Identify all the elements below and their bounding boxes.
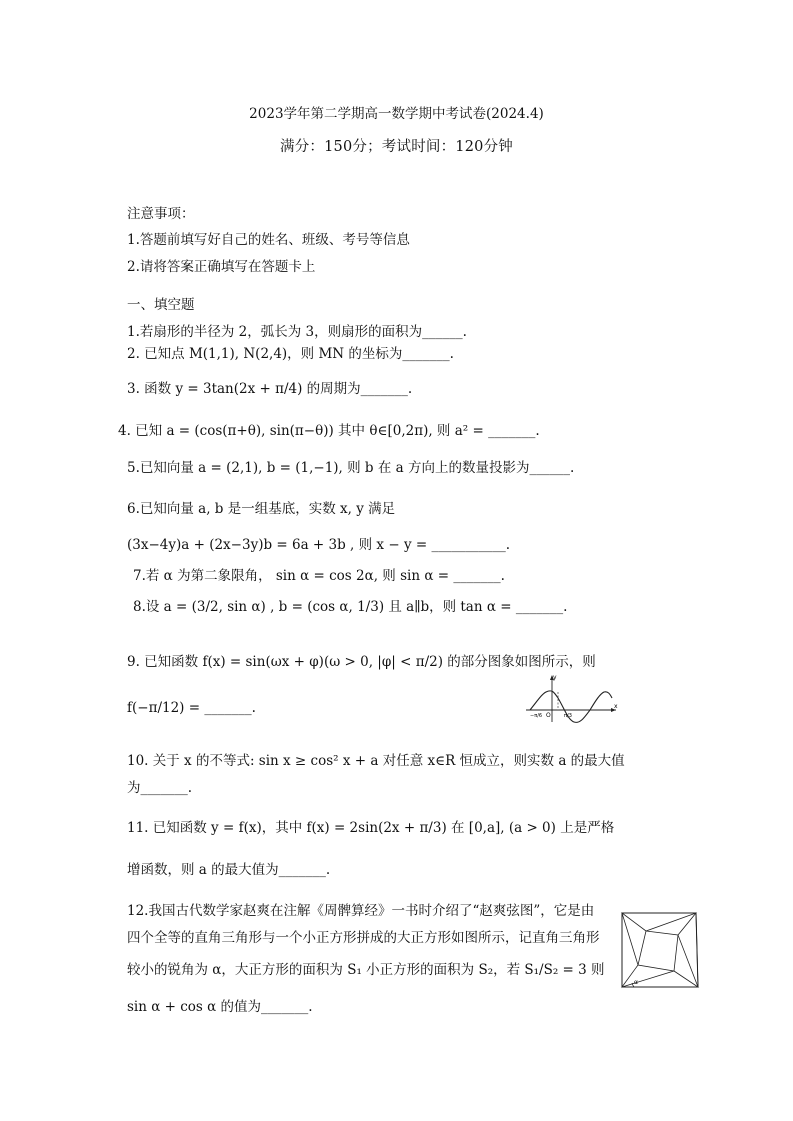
question-1: 1.若扇形的半径为 2，弧长为 3，则扇形的面积为______.	[127, 324, 467, 340]
exam-title: 2023学年第二学期高一数学期中考试卷(2024.4)	[249, 106, 544, 122]
question-12-line-3: 较小的锐角为 α，大正方形的面积为 S₁ 小正方形的面积为 S₂，若 S₁/S₂ = 3 则	[127, 962, 605, 978]
zhao-shuang-figure	[620, 911, 700, 989]
x-axis-label: x	[614, 703, 618, 710]
question-9-line-1: 9. 已知函数 f(x) = sin(ωx + φ)(ω > 0, |φ| < π/2) 的部分图象如图所示，则	[127, 654, 596, 670]
question-9-line-2: f(−π/12) = _______.	[127, 700, 256, 716]
question-6-line-2: (3x−4y)a + (2x−3y)b = 6a + 3b , 则 x − y = ___________.	[127, 537, 511, 553]
angle-label: α	[634, 979, 638, 986]
question-10-line-2: 为_______.	[127, 780, 193, 796]
section-fill-in-heading: 一、填空题	[127, 297, 195, 313]
question-2: 2. 已知点 M(1,1), N(2,4)，则 MN 的坐标为_______.	[127, 346, 454, 362]
triangle-left	[622, 913, 638, 987]
tick-left-label: −π/6	[530, 713, 543, 719]
question-4: 4. 已知 a = (cos(π+θ), sin(π−θ)) 其中 θ∈[0,2π), 则 a² = _______.	[118, 423, 540, 439]
question-12-line-4: sin α + cos α 的值为_______.	[127, 999, 313, 1015]
notice-item-2: 2.请将答案正确填写在答题卡上	[127, 259, 316, 275]
question-11-line-1: 11. 已知函数 y = f(x)，其中 f(x) = 2sin(2x + π/3) 在 [0,a], (a > 0) 上是严格	[127, 820, 615, 836]
notice-heading: 注意事项：	[127, 206, 195, 222]
question-5: 5.已知向量 a = (2,1), b = (1,−1), 则 b 在 a 方向上的数量投影为______.	[127, 460, 575, 476]
question-10-line-1: 10. 关于 x 的不等式: sin x ≥ cos² x + a 对任意 x∈R 恒成立，则实数 a 的最大值	[127, 753, 625, 769]
question-8: 8.设 a = (3/2, sin α) , b = (cos α, 1/3) 且 a∥b，则 tan α = _______.	[133, 599, 568, 615]
exam-subtitle: 满分：150分；考试时间：120分钟	[280, 139, 513, 155]
question-6-line-1: 6.已知向量 a, b 是一组基底，实数 x, y 满足	[127, 501, 396, 517]
y-axis-label: y	[553, 674, 557, 681]
question-12-line-2: 四个全等的直角三角形与一个小正方形拼成的大正方形如图所示，记直角三角形	[127, 930, 600, 946]
notice-item-1: 1.答题前填写好自己的姓名、班级、考号等信息	[127, 232, 410, 248]
inner-square	[638, 931, 678, 971]
question-12-line-1: 12.我国古代数学家赵爽在注解《周髀算经》一书时介绍了“赵爽弦图”，它是由	[127, 903, 595, 919]
question-7: 7.若 α 为第二象限角， sin α = cos 2α, 则 sin α = _______.	[133, 568, 505, 584]
origin-label: O	[546, 712, 551, 719]
triangle-top	[622, 913, 696, 931]
question-11-line-2: 增函数，则 a 的最大值为_______.	[127, 862, 331, 878]
tick-right-label: π/3	[564, 713, 572, 719]
question-3: 3. 函数 y = 3tan(2x + π/4) 的周期为_______.	[127, 381, 413, 397]
sine-graph-figure	[524, 672, 620, 724]
